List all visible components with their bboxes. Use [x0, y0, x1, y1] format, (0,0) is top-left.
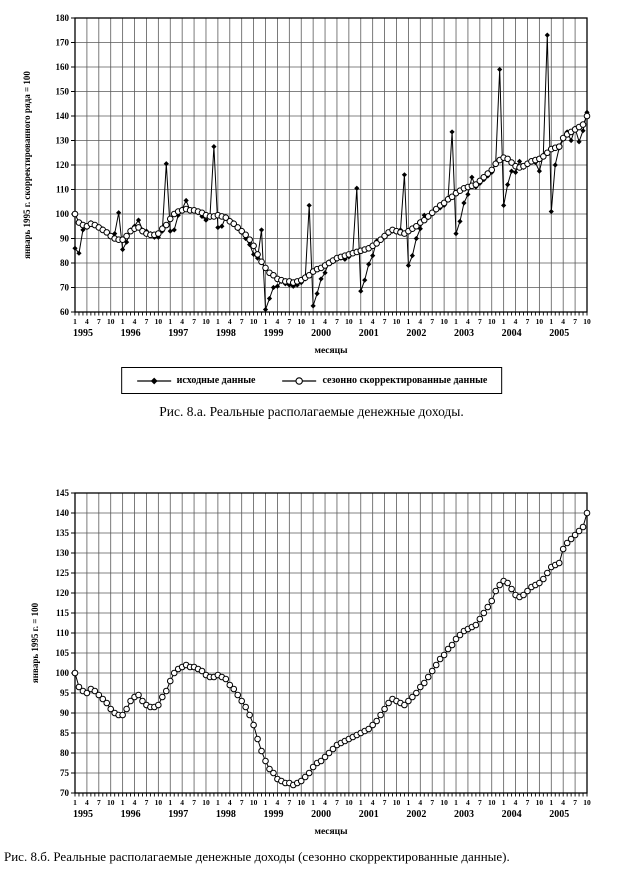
- svg-text:2005: 2005: [549, 328, 570, 339]
- legend-marker-raw-icon: [136, 376, 172, 386]
- bottom-chart: [30, 488, 591, 837]
- svg-text:7: 7: [430, 798, 435, 807]
- svg-text:7: 7: [144, 798, 149, 807]
- svg-text:1: 1: [454, 798, 458, 807]
- svg-text:1: 1: [216, 317, 220, 326]
- svg-text:170: 170: [55, 37, 69, 48]
- svg-text:4: 4: [370, 798, 375, 807]
- svg-text:4: 4: [513, 317, 518, 326]
- svg-text:2004: 2004: [501, 328, 522, 339]
- svg-text:1: 1: [263, 798, 268, 807]
- x-axis: [73, 312, 591, 339]
- svg-text:2002: 2002: [406, 809, 427, 820]
- svg-text:1996: 1996: [120, 809, 141, 820]
- svg-text:10: 10: [535, 798, 544, 807]
- svg-text:120: 120: [55, 588, 69, 598]
- svg-text:10: 10: [154, 317, 163, 326]
- svg-text:145: 145: [55, 488, 69, 498]
- svg-text:10: 10: [345, 317, 353, 326]
- svg-text:1997: 1997: [168, 809, 189, 820]
- svg-text:7: 7: [525, 798, 530, 807]
- svg-text:4: 4: [180, 798, 185, 807]
- legend-box: [121, 367, 503, 394]
- svg-text:1998: 1998: [215, 809, 236, 820]
- svg-text:2000: 2000: [311, 809, 332, 820]
- svg-text:4: 4: [85, 798, 89, 807]
- svg-text:1: 1: [454, 317, 458, 326]
- svg-text:7: 7: [96, 317, 101, 326]
- svg-text:150: 150: [55, 86, 69, 97]
- legend-marker-adjusted-icon: [281, 376, 317, 386]
- x-axis-title: месяцы: [314, 827, 348, 837]
- legend-label-raw: исходные данные: [176, 375, 256, 386]
- svg-text:140: 140: [55, 508, 69, 518]
- svg-text:4: 4: [275, 798, 280, 807]
- svg-text:4: 4: [323, 798, 327, 807]
- svg-text:10: 10: [106, 317, 115, 326]
- svg-text:10: 10: [249, 798, 258, 807]
- figure-b-caption: Рис. 8.б. Реальные располагаемые денежные доходы (сезонно скорректированные данные).: [4, 849, 510, 864]
- svg-text:85: 85: [60, 728, 69, 738]
- svg-text:180: 180: [55, 13, 69, 23]
- svg-text:4: 4: [466, 317, 470, 326]
- svg-text:2000: 2000: [311, 328, 332, 339]
- svg-text:10: 10: [106, 798, 115, 807]
- svg-text:75: 75: [60, 768, 69, 778]
- svg-text:7: 7: [335, 317, 339, 326]
- svg-text:10: 10: [202, 317, 210, 326]
- svg-text:10: 10: [297, 798, 305, 807]
- svg-text:1997: 1997: [168, 328, 189, 339]
- svg-text:130: 130: [55, 135, 69, 146]
- svg-text:1: 1: [358, 317, 363, 326]
- svg-text:4: 4: [418, 798, 423, 807]
- svg-text:105: 105: [55, 648, 69, 658]
- series-raw: [72, 33, 589, 313]
- svg-text:90: 90: [60, 708, 69, 718]
- svg-text:10: 10: [487, 798, 496, 807]
- svg-text:1: 1: [358, 798, 363, 807]
- svg-text:1995: 1995: [73, 328, 93, 339]
- svg-text:2003: 2003: [454, 328, 475, 339]
- svg-text:1: 1: [168, 798, 173, 807]
- x-axis-title: месяцы: [314, 346, 348, 356]
- svg-text:10: 10: [249, 317, 258, 326]
- svg-text:1996: 1996: [120, 328, 141, 339]
- svg-text:7: 7: [287, 317, 292, 326]
- svg-text:1: 1: [311, 317, 316, 326]
- legend-label-adjusted: сезонно скорректированные данные: [322, 375, 488, 386]
- svg-text:1995: 1995: [73, 809, 93, 820]
- svg-text:2004: 2004: [501, 809, 522, 820]
- svg-text:4: 4: [466, 798, 470, 807]
- svg-text:10: 10: [345, 798, 353, 807]
- svg-text:125: 125: [55, 568, 69, 578]
- svg-text:2003: 2003: [454, 809, 475, 820]
- svg-text:10: 10: [440, 317, 448, 326]
- svg-text:10: 10: [583, 317, 591, 326]
- svg-text:2005: 2005: [549, 809, 570, 820]
- svg-text:10: 10: [392, 798, 401, 807]
- svg-text:90: 90: [60, 233, 69, 244]
- svg-text:1: 1: [73, 317, 77, 326]
- svg-text:70: 70: [60, 788, 69, 798]
- svg-text:7: 7: [573, 798, 577, 807]
- svg-text:1: 1: [73, 798, 77, 807]
- svg-text:2001: 2001: [358, 328, 379, 339]
- svg-text:1: 1: [501, 798, 506, 807]
- svg-text:110: 110: [55, 628, 69, 638]
- figure-a-caption: Рис. 8.а. Реальные располагаемые денежные доходы.: [159, 404, 464, 419]
- y-axis-title: январь 1995 г. = 100: [30, 602, 40, 684]
- series-adjusted: [72, 510, 590, 788]
- svg-text:10: 10: [202, 798, 210, 807]
- svg-text:10: 10: [583, 798, 591, 807]
- svg-text:7: 7: [192, 798, 196, 807]
- svg-text:1999: 1999: [263, 809, 284, 820]
- svg-text:7: 7: [335, 798, 339, 807]
- svg-text:130: 130: [55, 548, 69, 558]
- svg-text:80: 80: [60, 258, 69, 268]
- svg-text:4: 4: [85, 317, 89, 326]
- svg-text:10: 10: [535, 317, 544, 326]
- svg-text:4: 4: [227, 798, 232, 807]
- svg-text:100: 100: [55, 209, 69, 219]
- svg-text:4: 4: [132, 798, 137, 807]
- svg-text:4: 4: [513, 798, 518, 807]
- svg-text:10: 10: [297, 317, 305, 326]
- y-axis-title: январь 1995 г. скорректированного ряда = 100: [22, 71, 32, 259]
- svg-text:7: 7: [382, 798, 387, 807]
- y-axis: [56, 13, 76, 317]
- svg-text:4: 4: [561, 798, 566, 807]
- svg-text:10: 10: [440, 798, 448, 807]
- svg-text:4: 4: [180, 317, 185, 326]
- svg-text:1: 1: [406, 317, 411, 326]
- svg-text:135: 135: [55, 528, 69, 538]
- svg-text:1: 1: [501, 317, 506, 326]
- svg-text:7: 7: [573, 317, 577, 326]
- svg-text:4: 4: [227, 317, 232, 326]
- svg-text:1: 1: [311, 798, 316, 807]
- svg-text:7: 7: [525, 317, 530, 326]
- svg-text:7: 7: [144, 317, 149, 326]
- svg-text:7: 7: [477, 317, 482, 326]
- svg-text:7: 7: [382, 317, 387, 326]
- y-axis: [56, 488, 76, 798]
- svg-text:1999: 1999: [263, 328, 284, 339]
- svg-text:7: 7: [239, 798, 244, 807]
- svg-text:1: 1: [120, 798, 125, 807]
- svg-text:10: 10: [154, 798, 163, 807]
- svg-text:7: 7: [239, 317, 244, 326]
- svg-text:4: 4: [418, 317, 423, 326]
- x-axis: [73, 793, 591, 820]
- svg-text:120: 120: [55, 160, 69, 170]
- svg-text:115: 115: [55, 608, 69, 618]
- svg-text:60: 60: [60, 307, 69, 317]
- svg-text:110: 110: [55, 184, 69, 195]
- svg-text:4: 4: [323, 317, 327, 326]
- svg-text:1: 1: [549, 798, 554, 807]
- legend-item-adjusted: [281, 375, 487, 386]
- svg-text:4: 4: [275, 317, 280, 326]
- svg-text:1: 1: [216, 798, 220, 807]
- svg-text:7: 7: [430, 317, 435, 326]
- svg-text:7: 7: [287, 798, 292, 807]
- svg-text:70: 70: [60, 282, 69, 293]
- svg-text:95: 95: [60, 688, 69, 698]
- svg-text:7: 7: [477, 798, 482, 807]
- svg-text:1: 1: [168, 317, 173, 326]
- svg-text:1: 1: [120, 317, 125, 326]
- svg-text:140: 140: [55, 111, 69, 121]
- svg-text:7: 7: [192, 317, 196, 326]
- svg-text:1: 1: [549, 317, 554, 326]
- top-chart: [22, 13, 591, 356]
- legend-item-raw: [136, 375, 256, 386]
- svg-text:100: 100: [55, 668, 69, 678]
- series-adjusted: [72, 113, 590, 285]
- svg-text:4: 4: [370, 317, 375, 326]
- svg-text:2002: 2002: [406, 328, 427, 339]
- svg-text:4: 4: [561, 317, 566, 326]
- svg-text:1998: 1998: [215, 328, 236, 339]
- svg-text:4: 4: [132, 317, 137, 326]
- svg-text:7: 7: [96, 798, 101, 807]
- svg-text:10: 10: [487, 317, 496, 326]
- svg-text:10: 10: [392, 317, 401, 326]
- svg-text:160: 160: [55, 62, 69, 72]
- svg-text:80: 80: [60, 748, 69, 758]
- svg-text:1: 1: [263, 317, 268, 326]
- svg-text:2001: 2001: [358, 809, 379, 820]
- svg-text:1: 1: [406, 798, 411, 807]
